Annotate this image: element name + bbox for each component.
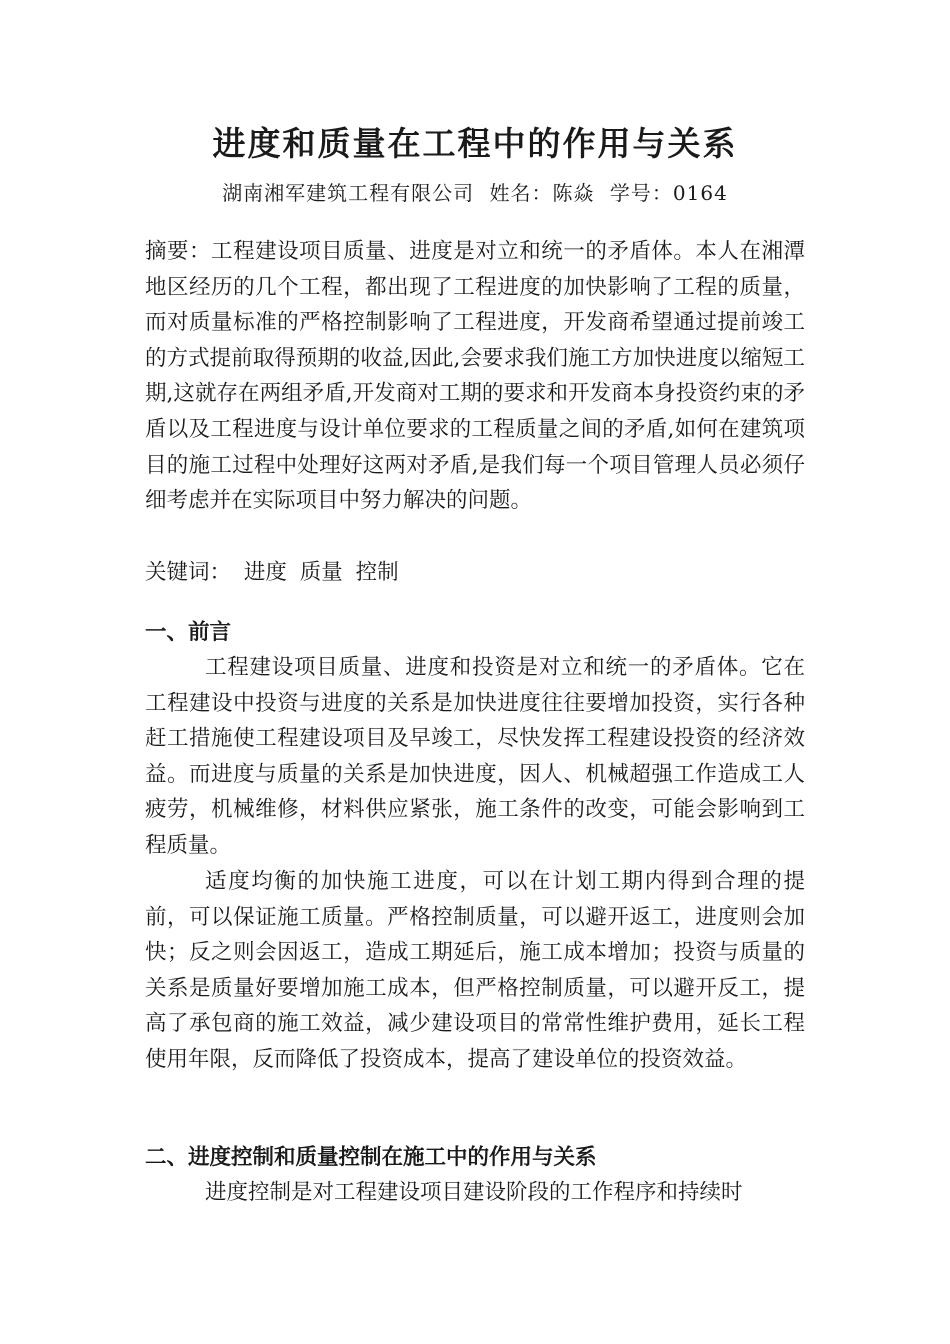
company-name: 湖南湘军建筑工程有限公司 [222,181,475,205]
section-paragraph: 适度均衡的加快施工进度，可以在计划工期内得到合理的提前，可以保证施工质量。严格控制质量，可以避开返工，进度则会加快；反之则会因返工，造成工期延后，施工成本增加；投资与质量的关系是质量好要增加施工成本，但严格控制质量，可以避开反工，提高了承包商的施工效益，减少建设项目的常常性维护费用，延长工程使用年限，反而降低了投资成本，提高了建设单位的投资效益。 [145,869,805,1072]
keyword-item: 控制 [355,560,399,585]
abstract-paragraph: 摘要：工程建设项目质量、进度是对立和统一的矛盾体。本人在湘潭地区经历的几个工程，都出现了工程进度的加快影响了工程的质量，而对质量标准的严格控制影响了工程进度，开发商希望通过提前竣工的方式提前取得预期的收益,因此,会要求我们施工方加快进度以缩短工期,这就存在两组矛盾,开发商对工期的要求和开发商本身投资约束的矛盾以及工程进度与设计单位要求的工程质量之间的矛盾,如何在建筑项目的施工过程中处理好这两对矛盾,是我们每一个项目管理人员必须仔细考虑并在实际项目中努力解决的问题。 [145,239,805,514]
section-paragraph: 工程建设项目质量、进度和投资是对立和统一的矛盾体。它在工程建设中投资与进度的关系是加快进度往往要增加投资，实行各种赶工措施使工程建设项目及早竣工，尽快发挥工程建设投资的经济效益。而进度与质量的关系是加快进度，因人、机械超强工作造成工人疲劳，机械维修，材料供应紧张，施工条件的改变，可能会影响到工程质量。 [145,655,805,858]
keyword-item: 质量 [299,560,343,585]
document-title: 进度和质量在工程中的作用与关系 [212,124,738,163]
author-name: 姓名：陈焱 [489,181,595,205]
author-line [0,176,950,210]
student-id: 学号：0164 [609,181,728,205]
section-heading-progress-quality: 二、进度控制和质量控制在施工中的作用与关系 [145,1145,597,1170]
section-heading-preface: 一、前言 [145,620,232,645]
keyword-item: 进度 [243,560,287,585]
keywords-line [145,555,805,591]
keywords-label: 关键词： [145,560,232,585]
section-paragraph: 进度控制是对工程建设项目建设阶段的工作程序和持续时 [205,1180,743,1205]
